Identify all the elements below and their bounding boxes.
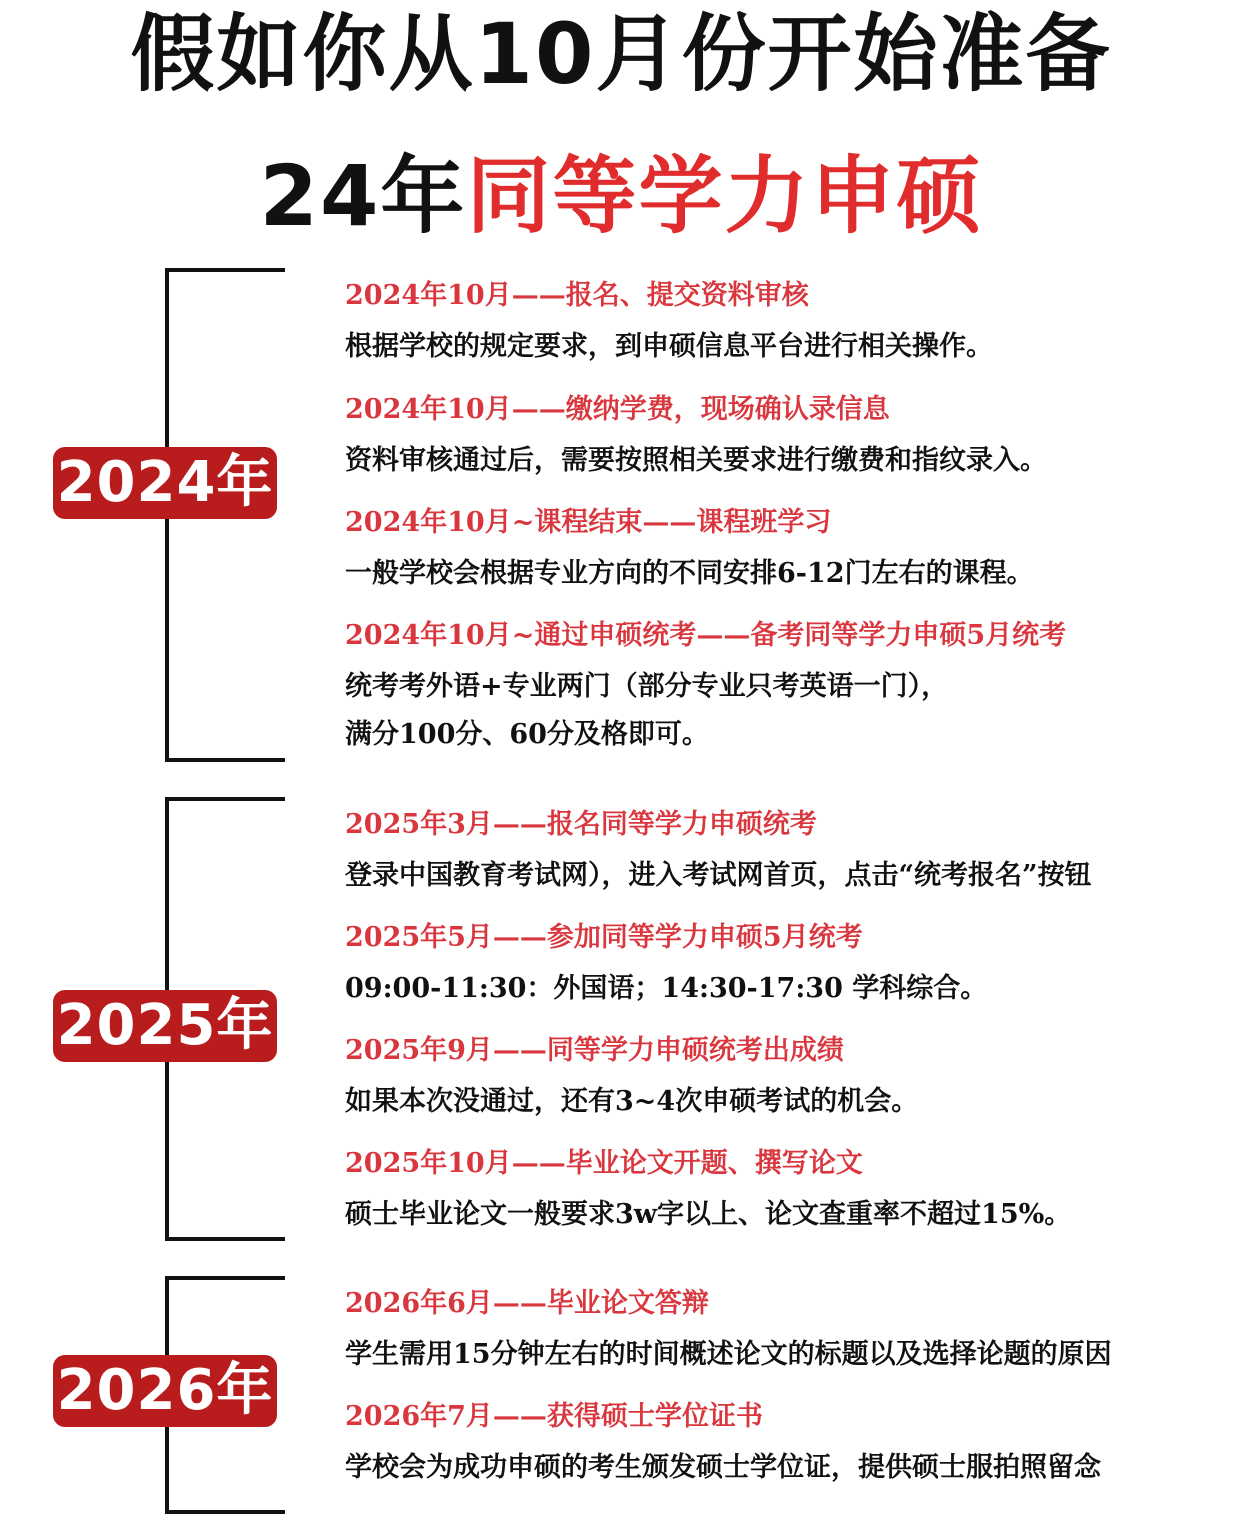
item-description: 满分100分、60分及格即可。 — [345, 719, 709, 750]
item-description: 资料审核通过后，需要按照相关要求进行缴费和指纹录入。 — [345, 445, 1047, 476]
item-description: 学生需用15分钟左右的时间概述论文的标题以及选择论题的原因 — [345, 1339, 1112, 1370]
title-year: 24年 — [259, 147, 467, 245]
item-heading: 2024年10月——缴纳学费，现场确认录信息 — [345, 394, 890, 425]
item-description: 一般学校会根据专业方向的不同安排6-12门左右的课程。 — [345, 558, 1034, 589]
item-heading: 2025年5月——参加同等学力申硕5月统考 — [345, 922, 863, 953]
item-description: 学校会为成功申硕的考生颁发硕士学位证，提供硕士服拍照留念 — [345, 1452, 1101, 1483]
title-highlight: 同等学力申硕 — [466, 147, 983, 245]
item-description: 09:00-11:30：外国语；14:30-17:30 学科综合。 — [345, 973, 988, 1004]
title-line-2 — [0, 146, 1242, 246]
year-badge: 2026年 — [53, 1355, 277, 1427]
item-heading: 2025年10月——毕业论文开题、撰写论文 — [345, 1148, 863, 1179]
timeline-item — [345, 1400, 1101, 1488]
timeline-item — [345, 1147, 1071, 1235]
year-badge: 2025年 — [53, 990, 277, 1062]
item-heading: 2026年6月——毕业论文答辩 — [345, 1288, 709, 1319]
item-heading: 2026年7月——获得硕士学位证书 — [345, 1401, 763, 1432]
item-heading: 2024年10月——报名、提交资料审核 — [345, 280, 809, 311]
timeline-item — [345, 279, 993, 367]
item-description: 如果本次没通过，还有3~4次申硕考试的机会。 — [345, 1086, 919, 1117]
item-heading: 2025年9月——同等学力申硕统考出成绩 — [345, 1035, 844, 1066]
item-description: 硕士毕业论文一般要求3w字以上、论文查重率不超过15%。 — [345, 1199, 1072, 1230]
title-line-1: 假如你从10月份开始准备 — [130, 5, 1112, 103]
timeline-item — [345, 1034, 918, 1122]
timeline-item — [345, 619, 1066, 755]
timeline-item — [345, 506, 1034, 594]
item-heading: 2024年10月~通过申硕统考——备考同等学力申硕5月统考 — [345, 620, 1067, 651]
timeline-item — [345, 808, 1092, 896]
item-heading: 2024年10月~课程结束——课程班学习 — [345, 507, 832, 538]
timeline-item — [345, 393, 1047, 481]
item-description: 统考考外语+专业两门（部分专业只考英语一门）， — [345, 671, 949, 702]
timeline-item — [345, 1287, 1112, 1375]
item-heading: 2025年3月——报名同等学力申硕统考 — [345, 809, 817, 840]
timeline-item — [345, 921, 987, 1009]
year-badge: 2024年 — [53, 447, 277, 519]
item-description: 根据学校的规定要求，到申硕信息平台进行相关操作。 — [345, 331, 993, 362]
item-description: 登录中国教育考试网），进入考试网首页，点击“统考报名”按钮 — [345, 860, 1092, 891]
